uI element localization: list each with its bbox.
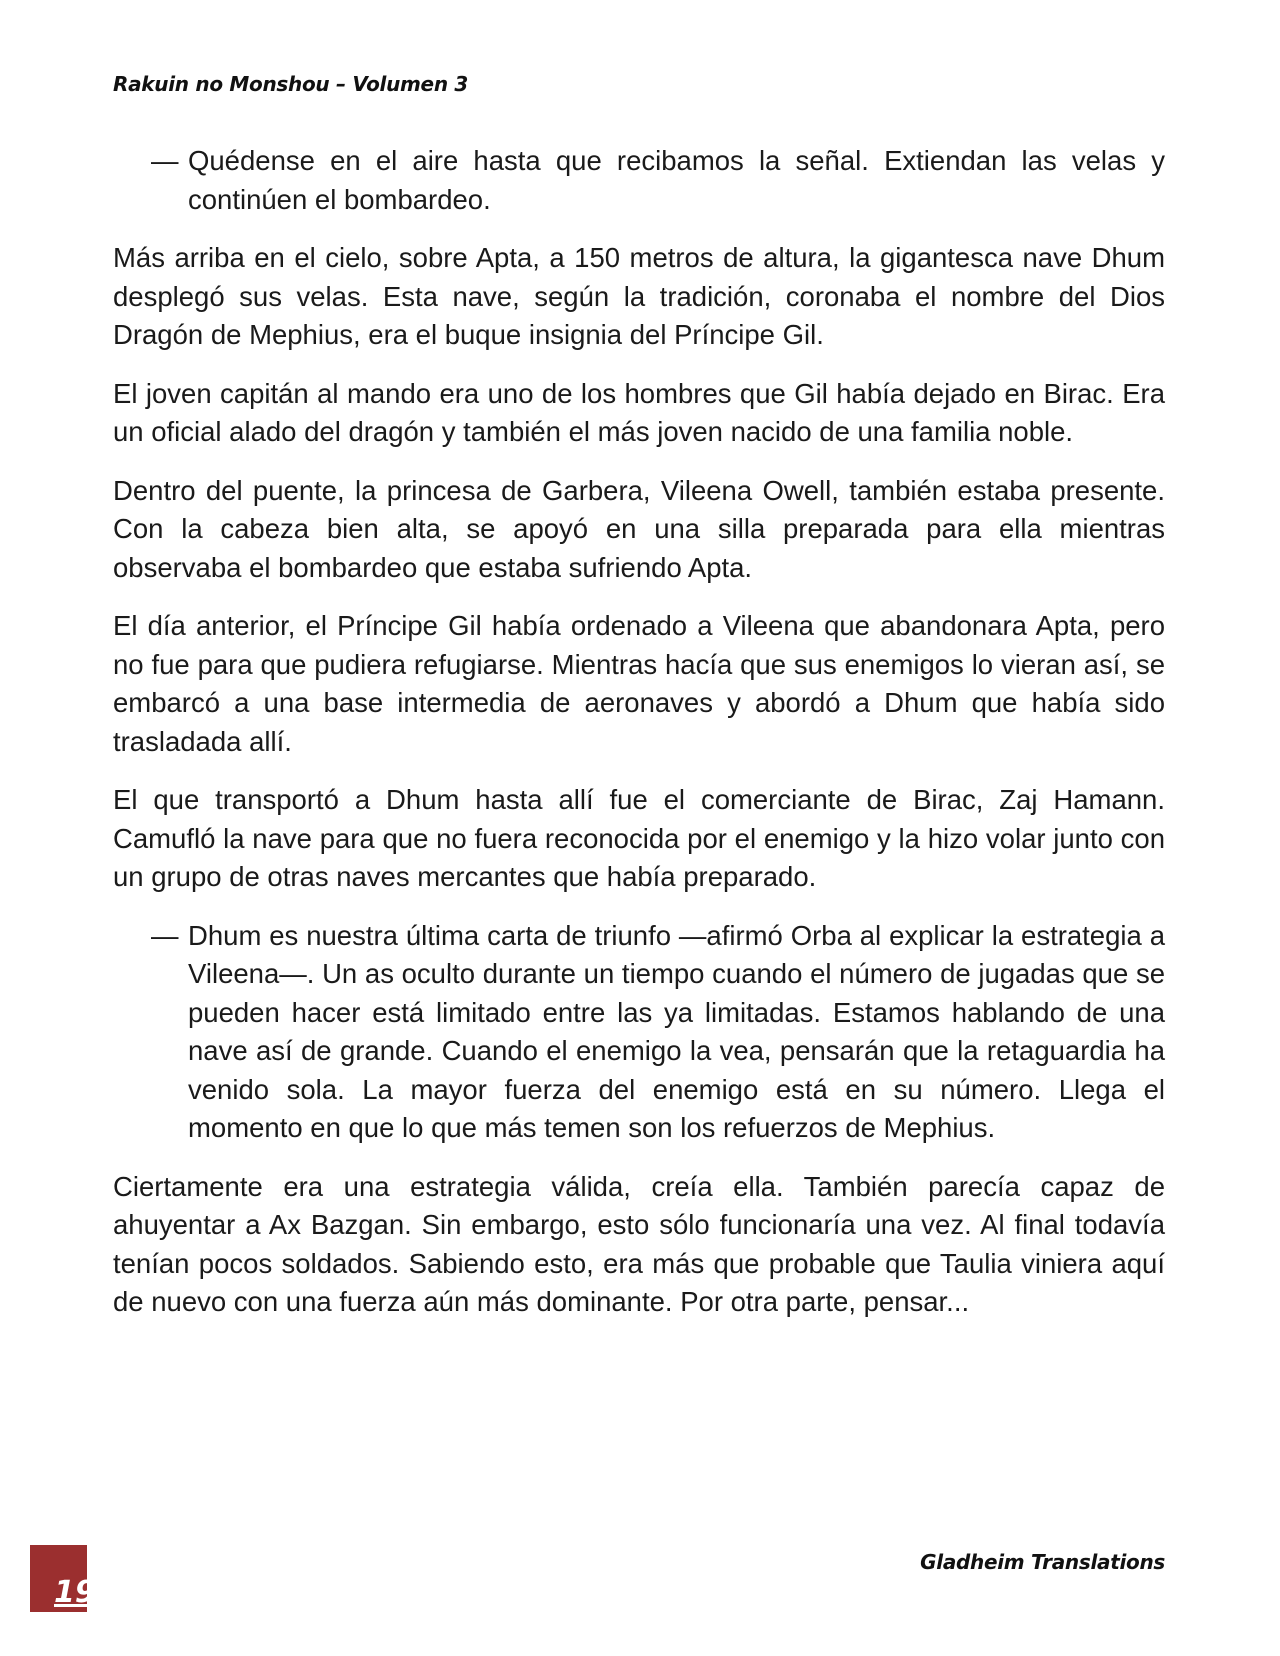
narration-paragraph: Dentro del puente, la princesa de Garbera, Vileena Owell, también estaba presente. Con la cabeza bien alta, se apoyó en una silla preparada para ella mientras observaba el bombardeo que estaba sufriendo Apta. xyxy=(113,474,1165,583)
dialogue-paragraph xyxy=(113,917,1165,1148)
paragraph-text: Quédense en el aire hasta que recibamos la señal. Extiendan las velas y continúen el bombardeo. xyxy=(188,145,1165,215)
page-number-box xyxy=(30,1545,96,1612)
narration-paragraph: Más arriba en el cielo, sobre Apta, a 150 metros de altura, la gigantesca nave Dhum desplegó sus velas. Esta nave, según la tradición, coronaba el nombre del Dios Dragón de Mephius, era el buque insignia del Príncipe Gil. xyxy=(113,242,1165,350)
running-header: Rakuin no Monshou – Volumen 3 xyxy=(113,72,469,96)
footer-brand: Gladheim Translations xyxy=(920,1550,1165,1574)
narration-paragraph: El que transportó a Dhum hasta allí fue el comerciante de Birac, Zaj Hamann. Camufló la nave para que no fuera reconocida por el enemigo y la hizo volar junto con un grupo de otras naves mercantes que había preparado. xyxy=(113,784,1165,892)
narration-paragraph: El joven capitán al mando era uno de los hombres que Gil había dejado en Birac. Era un oficial alado del dragón y también el más joven nacido de una familia noble. xyxy=(113,377,1165,447)
page-content xyxy=(113,142,1165,1342)
narration-paragraph: El día anterior, el Príncipe Gil había ordenado a Vileena que abandonara Apta, pero no fue para que pudiera refugiarse. Mientras hacía que sus enemigos lo vieran así, se embarcó a una base intermedia de aeronaves y abordó a Dhum que había sido trasladada allí. xyxy=(113,610,1165,757)
dialogue-dash: — xyxy=(151,145,179,176)
page-number: 19 xyxy=(54,1575,96,1610)
paragraph-text: Dhum es nuestra última carta de triunfo —afirmó Orba al explicar la estrategia a Vileena—. Un as oculto durante un tiempo cuando el número de jugadas que se pueden hacer está limitado entre las ya limitadas. Estamos hablando de una nave así de grande. Cuando el enemigo la vea, pensarán que la retaguardia ha venido sola. La mayor fuerza del enemigo está en su número. Llega el momento en que lo que más temen son los refuerzos de Mephius. xyxy=(188,919,1165,1143)
narration-paragraph: Ciertamente era una estrategia válida, creía ella. También parecía capaz de ahuyentar a Ax Bazgan. Sin embargo, esto sólo funcionaría una vez. Al final todavía tenían pocos soldados. Sabiendo esto, era más que probable que Taulia viniera aquí de nuevo con una fuerza aún más dominante. Por otra parte, pensar... xyxy=(113,1170,1165,1317)
dialogue-paragraph xyxy=(113,142,1165,219)
dialogue-dash: — xyxy=(151,919,179,951)
